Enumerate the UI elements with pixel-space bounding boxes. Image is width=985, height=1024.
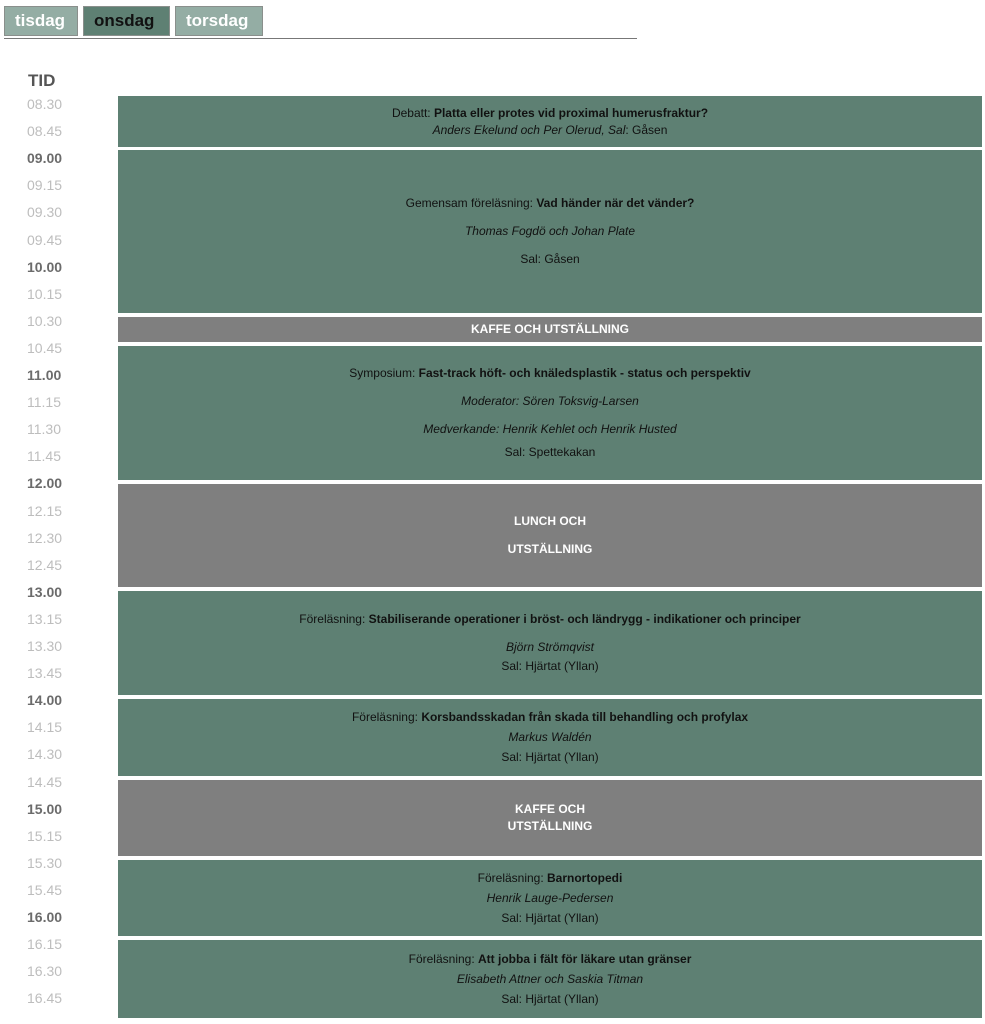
session-title: Vad händer när det vänder? (536, 196, 695, 210)
break-kaffe-2 (118, 780, 982, 856)
time-slot-label: 10.00 (27, 258, 63, 275)
session-room: Sal: Hjärtat (Yllan) (501, 991, 599, 1006)
session-debatt[interactable] (118, 96, 982, 147)
time-slot-label: 09.15 (27, 177, 63, 194)
session-room: Sal: Spettekakan (504, 445, 596, 459)
session-speakers: Anders Ekelund och Per Olerud, (432, 122, 605, 137)
session-info-line (433, 122, 668, 139)
session-type: Föreläsning: (299, 612, 369, 626)
session-title-line (406, 195, 695, 212)
session-title-line (392, 105, 708, 122)
time-slot-label: 11.15 (27, 394, 61, 411)
break-kaffe-1 (118, 317, 982, 342)
break-label: UTSTÄLLNING (507, 819, 593, 833)
break-label: KAFFE OCH (515, 802, 585, 816)
time-slot-label: 15.00 (27, 800, 63, 817)
time-slot-label: 16.15 (27, 936, 63, 953)
time-slot-label: 16.45 (27, 990, 63, 1007)
session-speakers: Björn Strömqvist (505, 640, 595, 654)
time-slot-label: 15.30 (27, 854, 63, 871)
session-type: Föreläsning: (408, 951, 478, 966)
time-slot-label: 13.30 (27, 638, 63, 654)
session-room: Sal: Hjärtat (Yllan) (501, 910, 599, 925)
time-slot-label: 16.30 (27, 963, 63, 980)
time-slot-label: 12.45 (27, 556, 63, 573)
break-lunch (118, 484, 982, 587)
time-slot-label: 10.15 (27, 285, 63, 302)
session-korsband[interactable] (118, 699, 982, 776)
break-label: KAFFE OCH UTSTÄLLNING (471, 322, 629, 336)
session-title: Stabiliserande operationer i bröst- och ländrygg - indikationer och principer (368, 612, 801, 626)
time-slot-label: 13.00 (27, 583, 63, 600)
time-slot-label: 14.00 (27, 692, 63, 709)
tab-onsdag[interactable]: onsdag (83, 6, 170, 36)
session-room: Sal: Hjärtat (Yllan) (501, 659, 599, 673)
time-slot-label: 11.30 (27, 421, 61, 438)
session-title: Korsbandsskadan från skada till behandling och profylax (421, 710, 749, 724)
time-slot-label: 10.30 (27, 312, 63, 329)
session-type: Debatt: (391, 105, 434, 120)
session-title: Att jobba i fält för läkare utan gränser (478, 951, 692, 966)
session-contributors: Medverkande: Henrik Kehlet och Henrik Husted (423, 422, 677, 436)
session-room: Sal: Gåsen (520, 252, 580, 266)
session-falt[interactable] (118, 940, 982, 1018)
session-title: Platta eller protes vid proximal humerusfraktur? (433, 105, 709, 120)
time-slot-label: 12.15 (27, 502, 63, 519)
time-slot-label: 09.45 (27, 231, 63, 248)
time-slot-label: 14.15 (27, 719, 63, 736)
time-slot-label: 15.15 (27, 827, 63, 844)
time-slot-label: 12.00 (27, 475, 63, 492)
time-slot-label: 16.00 (27, 909, 63, 925)
time-slot-label: 13.45 (27, 665, 63, 682)
session-title-line (409, 951, 692, 968)
time-slot-label: 11.00 (27, 367, 62, 383)
time-column-header: TID (28, 71, 56, 90)
session-gemensam[interactable] (118, 150, 982, 313)
session-room-label: Sal (604, 122, 626, 137)
time-slot-label: 10.45 (27, 339, 63, 356)
session-speakers: Henrik Lauge-Pedersen (486, 890, 614, 905)
session-type: Gemensam föreläsning: (405, 196, 537, 210)
session-stabiliserande[interactable] (118, 591, 982, 695)
session-symposium[interactable] (118, 346, 982, 480)
session-speakers: Elisabeth Attner och Saskia Titman (456, 971, 644, 986)
session-speakers: Markus Waldén (508, 730, 592, 744)
time-slot-label: 08.30 (27, 96, 63, 112)
tab-tisdag[interactable]: tisdag (4, 6, 78, 36)
session-title-line (349, 365, 750, 382)
time-slot-label: 09.00 (27, 150, 63, 167)
session-moderator: Moderator: Sören Toksvig-Larsen (461, 394, 639, 408)
break-label: UTSTÄLLNING (507, 542, 593, 556)
session-title-line (352, 709, 748, 726)
time-slot-label: 14.30 (27, 746, 63, 763)
session-title-line (478, 870, 623, 887)
time-slot-label: 08.45 (27, 123, 63, 140)
tab-divider (4, 38, 637, 39)
session-speakers: Thomas Fogdö och Johan Plate (464, 224, 636, 238)
time-slot-label: 11.45 (27, 448, 61, 465)
time-slot-label: 12.30 (27, 529, 63, 546)
session-title: Barnortopedi (547, 870, 623, 885)
session-title-line (299, 611, 800, 628)
session-barnortopedi[interactable] (118, 860, 982, 936)
session-room: : Gåsen (625, 122, 668, 137)
session-type: Föreläsning: (477, 870, 548, 885)
session-room: Sal: Hjärtat (Yllan) (501, 750, 599, 764)
tab-torsdag[interactable]: torsdag (175, 6, 263, 36)
time-slot-label: 09.30 (27, 204, 63, 221)
time-slot-label: 13.15 (27, 610, 63, 627)
session-type: Symposium: (349, 366, 419, 380)
time-slot-label: 14.45 (27, 773, 63, 790)
session-title: Fast-track höft- och knäledsplastik - status och perspektiv (418, 366, 751, 380)
session-type: Föreläsning: (351, 710, 422, 724)
break-label: LUNCH OCH (514, 514, 586, 528)
time-slot-label: 15.45 (27, 881, 63, 898)
